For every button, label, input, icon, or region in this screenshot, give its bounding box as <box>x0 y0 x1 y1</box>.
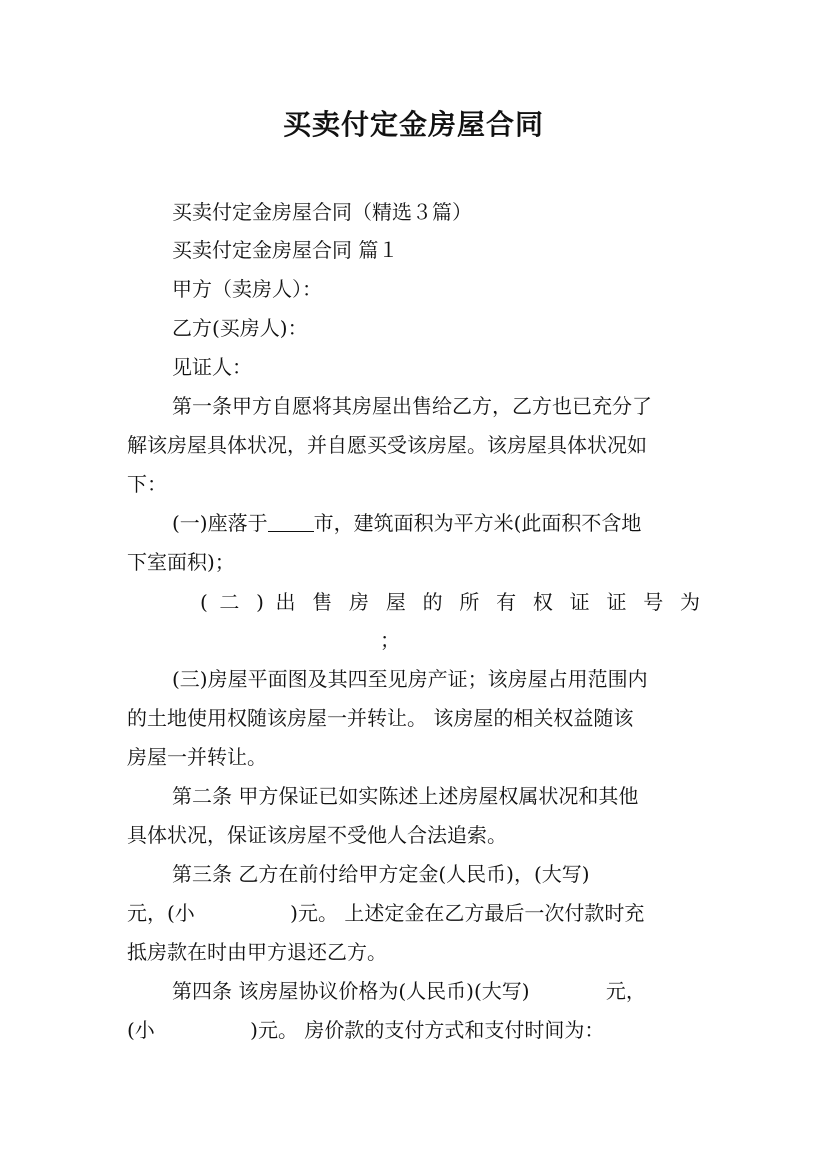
article-1-line-2: 解该房屋具体状况，并自愿买受该房屋。该房屋具体状况如 <box>127 433 647 457</box>
location-blank <box>268 513 314 532</box>
article-2-line-1: 第二条 甲方保证已如实陈述上述房屋权属状况和其他 <box>172 784 639 808</box>
party-b-line: 乙方(买房人)： <box>172 316 308 340</box>
article-3-line-1: 第三条 乙方在前付给甲方定金(人民币)，(大写) <box>172 862 590 886</box>
item-3-line-3: 房屋一并转让。 <box>127 745 267 769</box>
item-1-text-a: (一)座落于 <box>172 511 268 535</box>
item-1-line-2: 下室面积)； <box>127 550 235 574</box>
item-3-line-1: (三)房屋平面图及其四至见房产证；该房屋占用范围内 <box>172 667 648 691</box>
article-2-line-2: 具体状况，保证该房屋不受他人合法追索。 <box>127 823 507 847</box>
item-2-line-1: ( 二 ) 出 售 房 屋 的 所 有 权 证 证 号 为 <box>200 590 700 614</box>
article-3-line-2: 元，(小 )元。 上述定金在乙方最后一次付款时充 <box>127 901 645 925</box>
article-1-line-1: 第一条甲方自愿将其房屋出售给乙方，乙方也已充分了 <box>172 394 652 418</box>
subtitle-line: 买卖付定金房屋合同（精选３篇） <box>172 200 472 224</box>
party-a-line: 甲方（卖房人）： <box>172 277 322 301</box>
section-heading: 买卖付定金房屋合同 篇１ <box>172 238 399 262</box>
item-1-text-b: 市，建筑面积为平方米(此面积不含地 <box>313 511 642 535</box>
article-3-line-3: 抵房款在时由甲方退还乙方。 <box>127 940 387 964</box>
article-1-line-3: 下： <box>127 472 167 496</box>
item-3-line-2: 的土地使用权随该房屋一并转让。 该房屋的相关权益随该 <box>127 706 634 730</box>
item-1-line-1 <box>172 511 641 535</box>
item-2-line-2: ； <box>380 628 400 652</box>
article-4-line-2: (小 )元。 房价款的支付方式和支付时间为： <box>127 1018 605 1042</box>
document-title: 买卖付定金房屋合同 <box>282 108 544 141</box>
article-4-line-1: 第四条 该房屋协议价格为(人民币)(大写) 元， <box>172 979 646 1003</box>
witness-line: 见证人： <box>172 355 252 379</box>
